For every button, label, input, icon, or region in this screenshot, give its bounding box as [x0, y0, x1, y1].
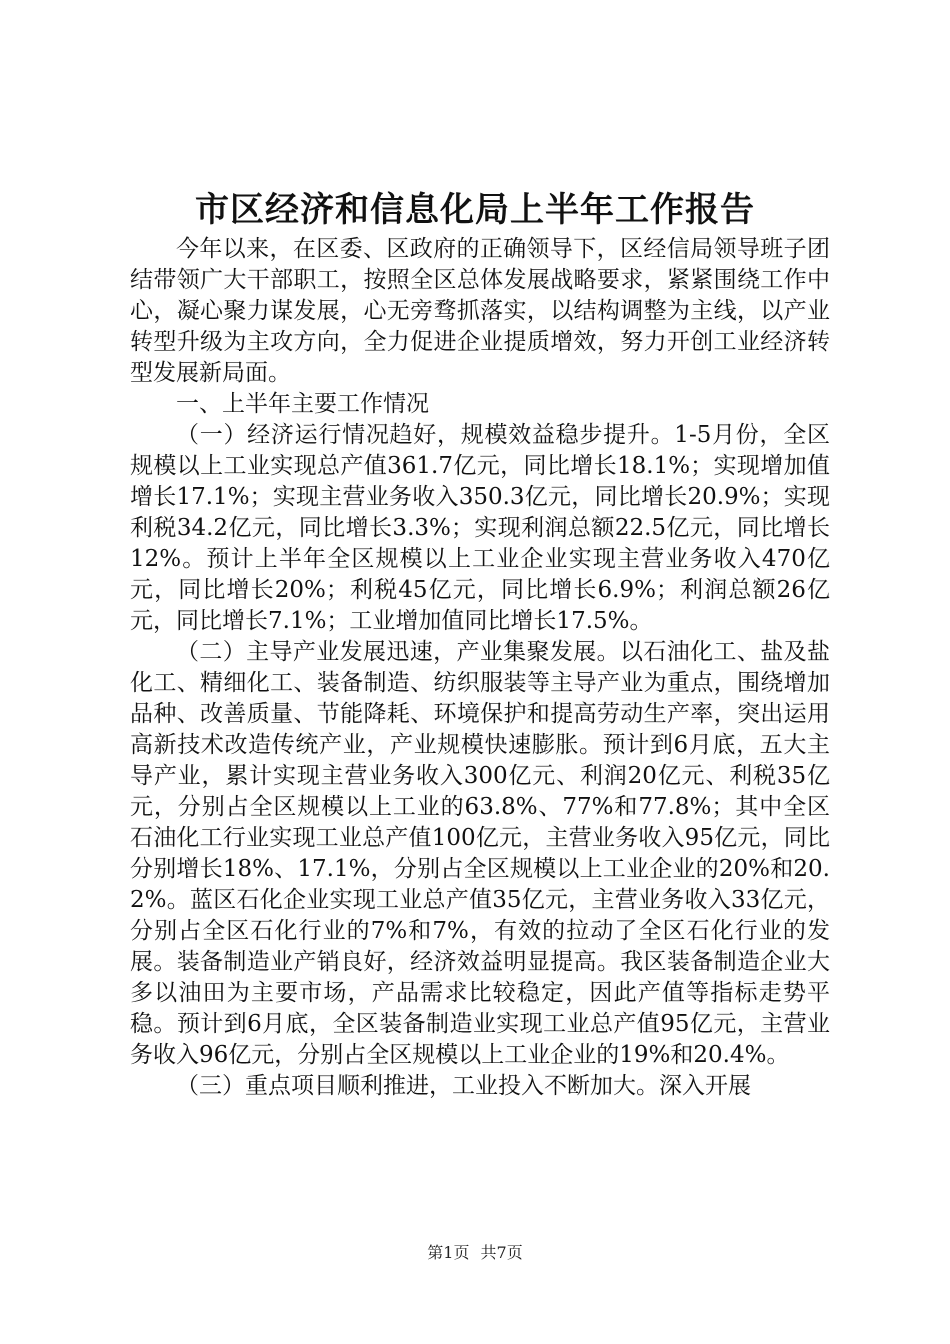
intro-paragraph: 今年以来，在区委、区政府的正确领导下，区经信局领导班子团结带领广大干部职工，按照全区总体发展战略要求，紧紧围绕工作中心，凝心聚力谋发展，心无旁骛抓落实，以结构调整为主线，以产业转型升级为主攻方向，全力促进企业提质增效，努力开创工业经济转型发展新局面。 [130, 236, 830, 386]
document-title: 市区经济和信息化局上半年工作报告 [195, 190, 755, 230]
section-heading: 一、上半年主要工作情况 [176, 391, 429, 417]
paragraph-key-projects: （三）重点项目顺利推进，工业投入不断加大。深入开展 [176, 1073, 751, 1099]
document-body [130, 234, 830, 1102]
paragraph-economic-operation: （一）经济运行情况趋好，规模效益稳步提升。1-5月份，全区规模以上工业实现总产值361.7亿元，同比增长18.1%；实现增加值增长17.1%；实现主营业务收入350.3亿元，同比增长20.9%；实现利税34.2亿元，同比增长3.3%；实现利润总额22.5亿元，同比增长12%。预计上半年全区规模以上工业企业实现主营业务收入470亿元，同比增长20%；利税45亿元，同比增长6.9%；利润总额26亿元，同比增长7.1%；工业增加值同比增长17.5%。 [130, 422, 830, 634]
paragraph-leading-industries: （二）主导产业发展迅速，产业集聚发展。以石油化工、盐及盐化工、精细化工、装备制造、纺织服装等主导产业为重点，围绕增加品种、改善质量、节能降耗、环境保护和提高劳动生产率，突出运用高新技术改造传统产业，产业规模快速膨胀。预计到6月底，五大主导产业，累计实现主营业务收入300亿元、利润20亿元、利税35亿元，分别占全区规模以上工业的63.8%、77%和77.8%；其中全区石油化工行业实现工业总产值100亿元，主营业务收入95亿元，同比分别增长18%、17.1%，分别占全区规模以上工业企业的20%和20.2%。蓝区石化企业实现工业总产值35亿元，主营业务收入33亿元，分别占全区石化行业的7%和7%，有效的拉动了全区石化行业的发展。装备制造业产销良好，经济效益明显提高。我区装备制造企业大多以油田为主要市场，产品需求比较稳定，因此产值等指标走势平稳。预计到6月底，全区装备制造业实现工业总产值95亿元，主营业务收入96亿元，分别占全区规模以上工业企业的19%和20.4%。 [130, 639, 830, 1068]
page-total: 共7页 [480, 1243, 523, 1262]
page-number: 第1页 [427, 1243, 470, 1262]
page-footer [0, 1242, 950, 1264]
